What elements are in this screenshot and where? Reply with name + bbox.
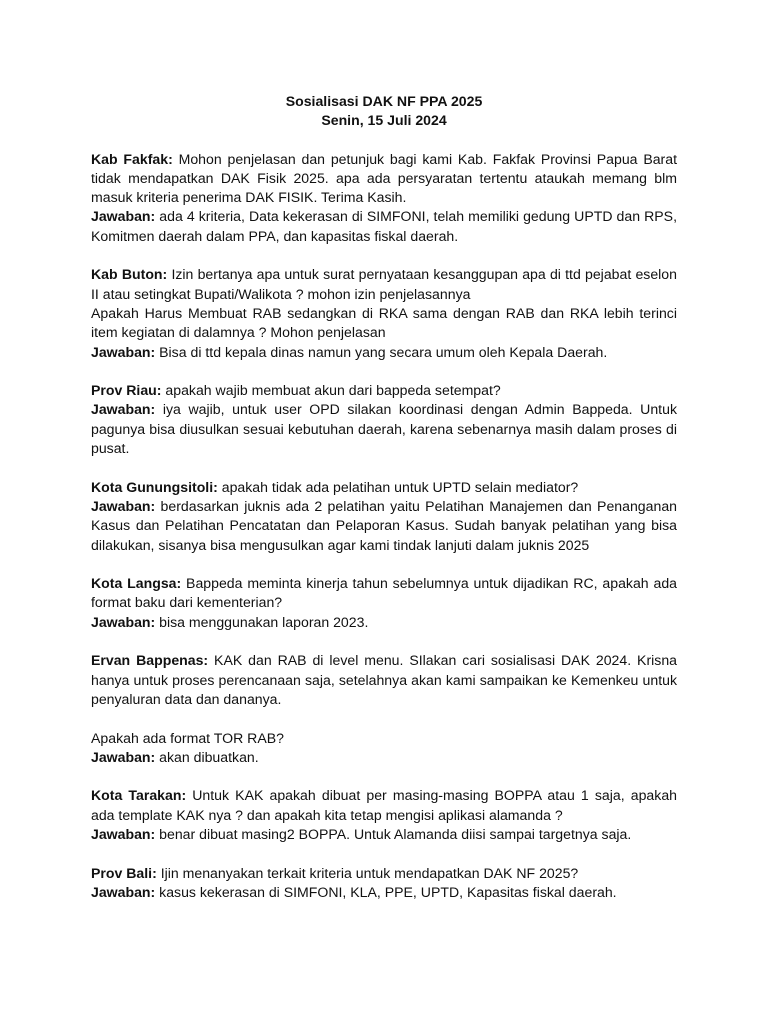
speaker-label: Kota Langsa: — [91, 575, 182, 592]
speaker-label: Kota Gunungsitoli: — [91, 478, 218, 495]
question-paragraph — [91, 864, 677, 883]
paragraph-text: Izin bertanya apa untuk surat pernyataan kesanggupan apa di ttd pejabat eselon II atau setingkat Bupati/Walikota ? mohon izin penjelasannya — [91, 266, 677, 302]
qa-list — [91, 150, 677, 903]
question-paragraph — [91, 729, 677, 748]
speaker-label: Jawaban: — [91, 748, 156, 765]
speaker-label: Jawaban: — [91, 343, 156, 360]
paragraph-text: bisa menggunakan laporan 2023. — [155, 613, 369, 630]
qa-block — [91, 478, 677, 555]
question-paragraph — [91, 381, 677, 400]
speaker-label: Jawaban: — [91, 825, 156, 842]
question-paragraph — [91, 574, 677, 613]
question-paragraph — [91, 478, 677, 497]
qa-block — [91, 651, 677, 709]
question-paragraph — [91, 786, 677, 825]
answer-paragraph — [91, 613, 677, 632]
qa-block — [91, 864, 677, 903]
speaker-label: Jawaban: — [91, 208, 156, 225]
answer-paragraph — [91, 825, 677, 844]
qa-block — [91, 381, 677, 458]
question-paragraph — [91, 304, 677, 343]
paragraph-text: KAK dan RAB di level menu. SIlakan cari sosialisasi DAK 2024. Krisna hanya untuk proses perencanaan saja, setelahnya akan kami sampaikan ke Kemenkeu untuk penyaluran data dan dananya. — [91, 652, 678, 707]
answer-paragraph — [91, 497, 677, 555]
qa-block — [91, 786, 677, 844]
paragraph-text: Apakah Harus Membuat RAB sedangkan di RKA sama dengan RAB dan RKA lebih terinci item kegiatan di dalamnya ? Mohon penjelasan — [91, 304, 677, 341]
paragraph-text: Bisa di ttd kepala dinas namun yang secara umum oleh Kepala Daerah. — [155, 343, 608, 360]
qa-block — [91, 574, 677, 632]
question-paragraph — [91, 150, 677, 208]
answer-paragraph — [91, 883, 677, 902]
speaker-label: Kab Buton: — [91, 266, 168, 283]
speaker-label: Prov Bali: — [91, 864, 157, 881]
paragraph-text: apakah tidak ada pelatihan untuk UPTD selain mediator? — [217, 478, 579, 495]
paragraph-text: Ijin menanyakan terkait kriteria untuk mendapatkan DAK NF 2025? — [156, 864, 579, 881]
speaker-label: Jawaban: — [91, 401, 156, 418]
paragraph-text: kasus kekerasan di SIMFONI, KLA, PPE, UPTD, Kapasitas fiskal daerah. — [155, 883, 617, 900]
document-title: Sosialisasi DAK NF PPA 2025 — [285, 93, 483, 109]
answer-paragraph — [91, 748, 677, 767]
question-paragraph — [91, 651, 677, 709]
paragraph-text: apakah wajib membuat akun dari bappeda setempat? — [161, 382, 501, 399]
speaker-label: Jawaban: — [91, 883, 156, 900]
speaker-label: Prov Riau: — [91, 382, 162, 399]
answer-paragraph — [91, 207, 677, 246]
paragraph-text: iya wajib, untuk user OPD silakan koordinasi dengan Admin Bappeda. Untuk pagunya bisa diusulkan sesuai kebutuhan daerah, karena sebenarnya masih dalam proses di pusat. — [91, 401, 677, 457]
speaker-label: Kota Tarakan: — [91, 787, 187, 804]
answer-paragraph — [91, 400, 677, 458]
speaker-label: Kab Fakfak: — [91, 150, 173, 167]
paragraph-text: Bappeda meminta kinerja tahun sebelumnya untuk dijadikan RC, apakah ada format baku dari kementerian? — [91, 575, 677, 611]
qa-block — [91, 265, 677, 361]
paragraph-text: Untuk KAK apakah dibuat per masing-masing BOPPA atau 1 saja, apakah ada template KAK nya ? dan apakah kita tetap mengisi aplikasi alamanda ? — [91, 787, 677, 823]
speaker-label: Jawaban: — [91, 497, 156, 514]
qa-block — [91, 729, 677, 768]
answer-paragraph — [91, 343, 677, 362]
paragraph-text: Mohon penjelasan dan petunjuk bagi kami Kab. Fakfak Provinsi Papua Barat tidak mendapatkan DAK Fisik 2025. apa ada persyaratan tertentu ataukah memang blm masuk kriteria penerima DAK FISIK. Terima Kasih. — [91, 150, 678, 206]
paragraph-text: berdasarkan juknis ada 2 pelatihan yaitu Pelatihan Manajemen dan Penanganan Kasus dan Pelatihan Pencatatan dan Pelaporan Kasus. Sudah banyak pelatihan yang bisa dilakukan, sisanya bisa mengusulkan agar kami tindak lanjuti dalam juknis 2025 — [91, 497, 677, 553]
document-page — [91, 92, 677, 921]
qa-block — [91, 150, 677, 246]
paragraph-text: benar dibuat masing2 BOPPA. Untuk Alamanda diisi sampai targetnya saja. — [155, 825, 632, 842]
speaker-label: Jawaban: — [91, 613, 156, 630]
speaker-label: Ervan Bappenas: — [91, 652, 209, 669]
question-paragraph — [91, 265, 677, 304]
paragraph-text: ada 4 kriteria, Data kekerasan di SIMFONI, telah memiliki gedung UPTD dan RPS, Komitmen daerah dalam PPA, dan kapasitas fiskal daerah. — [91, 208, 677, 244]
paragraph-text: Apakah ada format TOR RAB? — [91, 729, 284, 746]
document-date: Senin, 15 Juli 2024 — [321, 112, 447, 129]
paragraph-text: akan dibuatkan. — [155, 748, 259, 765]
